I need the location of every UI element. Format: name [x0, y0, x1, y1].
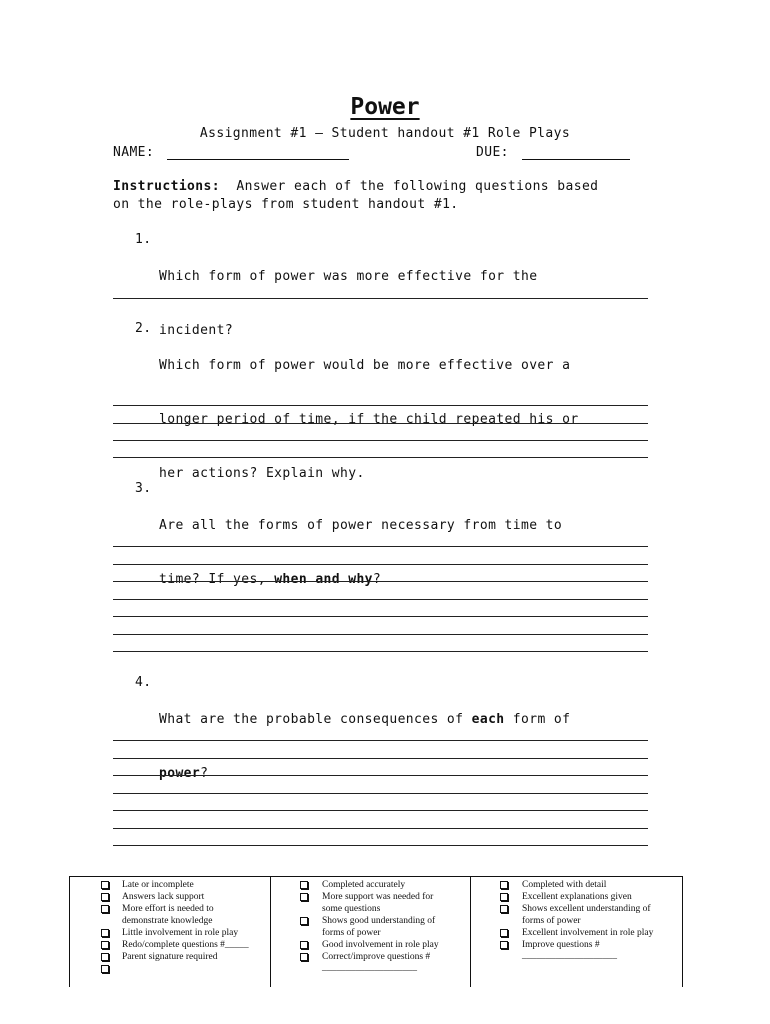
checkbox[interactable] — [300, 941, 308, 949]
rubric-item: Completed with detail — [522, 880, 607, 890]
checkbox[interactable] — [300, 893, 308, 901]
answer-line[interactable] — [113, 457, 648, 458]
name-field[interactable] — [167, 159, 349, 160]
due-label: DUE: — [476, 145, 509, 160]
checkbox[interactable] — [500, 941, 508, 949]
question-2-text — [159, 321, 579, 501]
instructions-line-2: on the role-plays from student handout #1. — [113, 197, 459, 212]
rubric-item: forms of power — [322, 928, 381, 938]
checkbox[interactable] — [500, 905, 508, 913]
question-4-text — [159, 675, 570, 801]
instructions-line-1 — [113, 179, 598, 194]
rubric-blank[interactable]: ____________________ — [522, 951, 617, 961]
answer-line[interactable] — [113, 405, 648, 406]
answer-line[interactable] — [113, 564, 648, 565]
checkbox[interactable] — [300, 917, 308, 925]
rubric-item: Late or incomplete — [122, 880, 194, 890]
question-1-number: 1. — [135, 232, 152, 247]
question-4-number: 4. — [135, 675, 152, 690]
question-3-emphasis: when and why — [274, 572, 373, 587]
question-3-text-a: time? If yes, — [159, 572, 275, 587]
question-2-line-2: longer period of time, if the child repeated his or — [159, 412, 579, 427]
question-4-line-1 — [159, 711, 570, 729]
rubric-column-1 — [70, 877, 270, 987]
question-1-line-1: Which form of power was more effective for the — [159, 269, 538, 284]
checkbox[interactable] — [101, 941, 109, 949]
question-1-line-2: incident? — [159, 323, 234, 338]
question-4-text-d: ? — [200, 766, 209, 781]
rubric-item: Shows good understanding of — [322, 916, 436, 926]
checkbox[interactable] — [300, 953, 308, 961]
question-3-line-1: Are all the forms of power necessary from time to — [159, 518, 563, 533]
rubric-item: some questions — [322, 904, 381, 914]
answer-line[interactable] — [113, 581, 648, 582]
question-2-line-3: her actions? Explain why. — [159, 466, 365, 481]
checkbox[interactable] — [101, 893, 109, 901]
question-4-line-2 — [159, 765, 570, 783]
checkbox[interactable] — [101, 953, 109, 961]
checkbox[interactable] — [101, 965, 109, 973]
answer-line[interactable] — [113, 740, 648, 741]
rubric-item: Answers lack support — [122, 892, 205, 902]
rubric-item: forms of power — [522, 916, 581, 926]
instructions-label: Instructions: — [113, 179, 220, 194]
answer-line[interactable] — [113, 793, 648, 794]
answer-line[interactable] — [113, 810, 648, 811]
answer-line[interactable] — [113, 758, 648, 759]
rubric-item: More support was needed for — [322, 892, 434, 902]
question-4-text-a: What are the probable consequences of — [159, 712, 472, 727]
question-4-emphasis-1: each — [471, 712, 505, 727]
rubric-item: Redo/complete questions #_____ — [122, 940, 249, 950]
checkbox[interactable] — [101, 905, 109, 913]
answer-line[interactable] — [113, 616, 648, 617]
question-3-text-c: ? — [372, 572, 382, 587]
rubric-item: Excellent explanations given — [522, 892, 632, 902]
answer-line[interactable] — [113, 775, 648, 776]
question-4-emphasis-2: power — [159, 766, 201, 781]
page-title: Power — [350, 94, 420, 120]
question-2-line-1: Which form of power would be more effective over a — [159, 358, 571, 373]
name-label: NAME: — [113, 145, 155, 160]
answer-line[interactable] — [113, 546, 648, 547]
question-3-text — [159, 481, 562, 607]
checkbox[interactable] — [101, 929, 109, 937]
rubric-column-3 — [470, 877, 683, 987]
rubric-item: Parent signature required — [122, 952, 218, 962]
answer-line[interactable] — [113, 828, 648, 829]
rubric-item: Good involvement in role play — [322, 940, 439, 950]
question-3-number: 3. — [135, 481, 152, 496]
checkbox[interactable] — [500, 893, 508, 901]
checkbox[interactable] — [101, 881, 109, 889]
rubric-item: demonstrate knowledge — [122, 916, 213, 926]
question-4-text-c: form of — [504, 712, 571, 727]
question-2-number: 2. — [135, 321, 152, 336]
answer-line[interactable] — [113, 423, 648, 424]
answer-line[interactable] — [113, 298, 648, 299]
rubric-blank[interactable]: ____________________ — [322, 963, 417, 973]
answer-line[interactable] — [113, 440, 648, 441]
rubric-column-2 — [270, 877, 471, 987]
rubric-item: Correct/improve questions # — [322, 952, 431, 962]
rubric-item: Improve questions # — [522, 940, 600, 950]
rubric-item: Excellent involvement in role play — [522, 928, 654, 938]
question-3-line-2 — [159, 571, 562, 589]
due-field[interactable] — [522, 159, 630, 160]
subtitle: Assignment #1 – Student handout #1 Role Plays — [199, 126, 571, 141]
instructions-text-1: Answer each of the following questions based — [236, 179, 599, 194]
rubric-table — [69, 876, 683, 987]
answer-line[interactable] — [113, 599, 648, 600]
answer-line[interactable] — [113, 651, 648, 652]
answer-line[interactable] — [113, 634, 648, 635]
rubric-item: Little involvement in role play — [122, 928, 239, 938]
rubric-item: Completed accurately — [322, 880, 406, 890]
answer-line[interactable] — [113, 845, 648, 846]
rubric-item: More effort is needed to — [122, 904, 214, 914]
checkbox[interactable] — [300, 881, 308, 889]
checkbox[interactable] — [500, 929, 508, 937]
checkbox[interactable] — [500, 881, 508, 889]
rubric-item: Shows excellent understanding of — [522, 904, 651, 914]
